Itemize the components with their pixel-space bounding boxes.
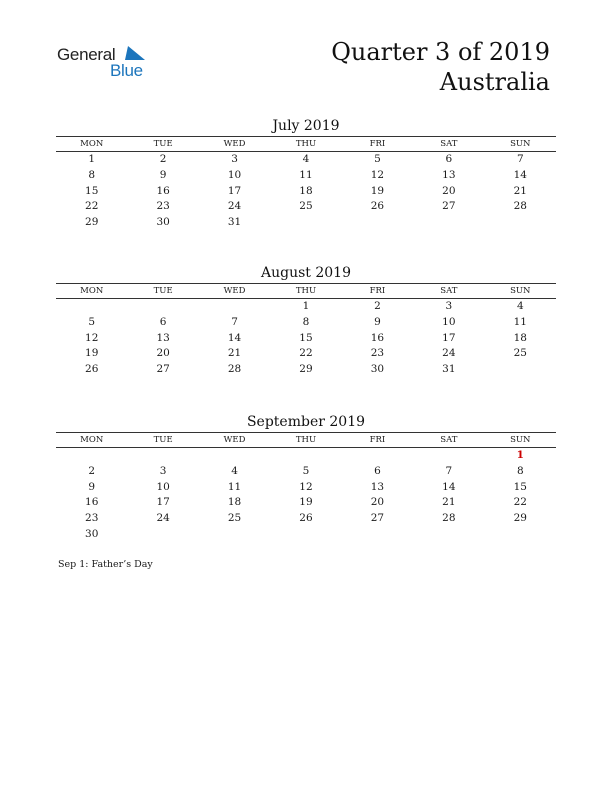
day-cell: 19 xyxy=(299,496,313,509)
day-cell: 24 xyxy=(442,347,456,360)
day-cell: 13 xyxy=(370,480,385,493)
day-cell xyxy=(56,299,127,315)
title-country: Australia xyxy=(439,68,550,96)
week-row xyxy=(56,152,556,168)
day-cell: 10 xyxy=(442,315,456,328)
day-cell: 14 xyxy=(513,168,527,181)
day-cell: 15 xyxy=(85,184,99,197)
weekday-label: SAT xyxy=(440,286,458,296)
day-cell xyxy=(342,448,413,464)
day-cell: 12 xyxy=(370,168,385,181)
day-cell: 29 xyxy=(85,216,99,229)
day-cell: 6 xyxy=(159,315,167,328)
day-cell: 11 xyxy=(227,480,242,493)
day-cell: 27 xyxy=(156,363,170,376)
day-cell: 28 xyxy=(227,363,242,376)
day-cell: 24 xyxy=(156,512,170,525)
day-cell: 19 xyxy=(370,184,385,197)
weekday-label: WED xyxy=(223,139,246,149)
week-row xyxy=(56,184,556,200)
day-cell: 16 xyxy=(85,496,99,509)
day-cell xyxy=(342,527,413,543)
day-cell: 1 xyxy=(302,300,310,312)
weekday-label: THU xyxy=(295,435,317,445)
day-cell: 4 xyxy=(231,464,238,477)
week-row xyxy=(56,331,556,347)
day-cell: 19 xyxy=(85,347,99,360)
day-cell: 15 xyxy=(513,480,527,493)
logo-text-blue: Blue xyxy=(110,61,143,80)
day-cell: 26 xyxy=(370,200,385,213)
day-cell: 3 xyxy=(445,300,453,312)
day-cell: 1 xyxy=(88,153,96,165)
month-august xyxy=(56,263,556,378)
weekday-label: FRI xyxy=(369,139,386,149)
day-cell: 13 xyxy=(156,331,170,344)
day-cell: 31 xyxy=(227,216,242,229)
day-cell: 10 xyxy=(227,168,242,181)
day-cell: 29 xyxy=(513,512,527,525)
day-cell xyxy=(199,299,270,315)
day-cell: 12 xyxy=(299,480,313,493)
weekday-label: SAT xyxy=(440,139,458,149)
week-row xyxy=(56,495,556,511)
day-cell: 31 xyxy=(442,363,456,376)
day-cell: 2 xyxy=(159,153,167,165)
day-cell xyxy=(270,448,341,464)
weekday-label: MON xyxy=(80,139,104,149)
weekday-label: TUE xyxy=(153,286,173,296)
day-cell: 3 xyxy=(159,464,167,477)
week-row xyxy=(56,480,556,496)
day-cell: 3 xyxy=(231,153,238,165)
day-cell: 7 xyxy=(445,464,453,477)
weekday-label: TUE xyxy=(153,435,173,445)
week-row xyxy=(56,215,556,231)
day-cell: 5 xyxy=(88,315,96,328)
day-cell: 13 xyxy=(442,168,456,181)
day-cell: 30 xyxy=(156,216,170,229)
day-cell: 20 xyxy=(370,496,385,509)
day-cell xyxy=(342,215,413,231)
day-cell xyxy=(199,527,270,543)
holiday-day-cell: 1 xyxy=(516,449,524,461)
day-cell: 22 xyxy=(85,200,99,213)
day-cell: 28 xyxy=(513,200,527,213)
day-cell: 24 xyxy=(227,200,242,213)
day-cell: 25 xyxy=(513,347,527,360)
day-cell: 17 xyxy=(227,184,242,197)
week-row xyxy=(56,464,556,480)
day-cell: 7 xyxy=(516,153,524,165)
day-cell xyxy=(56,448,127,464)
day-cell: 5 xyxy=(374,153,381,165)
day-cell: 23 xyxy=(85,512,99,525)
day-cell: 22 xyxy=(299,347,313,360)
day-cell: 27 xyxy=(442,200,456,213)
week-row xyxy=(56,168,556,184)
day-cell xyxy=(270,527,341,543)
day-cell: 21 xyxy=(442,496,456,509)
day-cell: 12 xyxy=(85,331,99,344)
day-cell: 6 xyxy=(374,464,381,477)
day-cell: 25 xyxy=(299,200,313,213)
month-title: July 2019 xyxy=(272,118,340,134)
week-row xyxy=(56,299,556,315)
day-cell xyxy=(127,299,198,315)
day-cell: 9 xyxy=(159,168,167,181)
day-cell: 23 xyxy=(370,347,385,360)
weekday-label: SUN xyxy=(510,139,531,149)
month-title: September 2019 xyxy=(246,414,366,430)
day-cell: 21 xyxy=(513,184,527,197)
day-cell: 8 xyxy=(302,315,310,328)
day-cell: 15 xyxy=(299,331,313,344)
day-cell: 25 xyxy=(227,512,242,525)
weekday-label: THU xyxy=(295,286,317,296)
day-cell: 18 xyxy=(513,331,527,344)
day-cell: 30 xyxy=(85,527,99,540)
weekday-label: WED xyxy=(223,286,246,296)
day-cell: 27 xyxy=(370,512,385,525)
day-cell xyxy=(127,448,198,464)
weekday-label: MON xyxy=(80,435,104,445)
day-cell: 26 xyxy=(85,363,99,376)
day-cell xyxy=(413,527,484,543)
weekday-label: FRI xyxy=(369,435,386,445)
week-row xyxy=(56,346,556,362)
weekday-label: WED xyxy=(223,435,246,445)
day-cell: 18 xyxy=(299,184,313,197)
day-cell: 16 xyxy=(370,331,385,344)
week-row xyxy=(56,527,556,543)
day-cell xyxy=(413,448,484,464)
day-cell: 30 xyxy=(370,363,385,376)
logo-text-general: General xyxy=(57,45,116,64)
day-cell: 14 xyxy=(227,331,242,344)
title-quarter: Quarter 3 of 2019 xyxy=(331,38,550,66)
weekday-header xyxy=(56,432,556,448)
day-cell: 20 xyxy=(442,184,456,197)
week-row xyxy=(56,448,556,464)
day-cell: 20 xyxy=(156,347,170,360)
weekday-label: TUE xyxy=(153,139,173,149)
day-cell: 7 xyxy=(231,315,238,328)
day-cell xyxy=(127,527,198,543)
day-cell xyxy=(270,215,341,231)
day-cell: 11 xyxy=(513,315,527,328)
day-cell: 8 xyxy=(88,168,96,181)
day-cell: 10 xyxy=(156,480,170,493)
day-cell: 9 xyxy=(88,480,96,493)
day-cell: 16 xyxy=(156,184,170,197)
week-row xyxy=(56,199,556,215)
day-cell: 29 xyxy=(299,363,313,376)
holiday-note: Sep 1: Father’s Day xyxy=(58,559,153,570)
day-cell xyxy=(485,362,556,378)
week-row xyxy=(56,511,556,527)
month-july xyxy=(56,116,556,231)
day-cell: 2 xyxy=(374,300,381,312)
day-cell: 9 xyxy=(374,315,381,328)
day-cell: 17 xyxy=(442,331,456,344)
day-cell: 26 xyxy=(299,512,313,525)
weekday-label: FRI xyxy=(369,286,386,296)
month-title: August 2019 xyxy=(261,265,351,281)
day-cell: 18 xyxy=(227,496,242,509)
weekday-label: SAT xyxy=(440,435,458,445)
weekday-label: SUN xyxy=(510,435,531,445)
day-cell xyxy=(485,527,556,543)
week-row xyxy=(56,315,556,331)
month-september xyxy=(56,412,556,543)
day-cell: 11 xyxy=(299,168,313,181)
day-cell: 4 xyxy=(516,300,524,312)
week-row xyxy=(56,362,556,378)
day-cell: 22 xyxy=(513,496,527,509)
weekday-label: MON xyxy=(80,286,104,296)
day-cell xyxy=(485,215,556,231)
page-title xyxy=(331,37,550,97)
day-cell xyxy=(199,448,270,464)
weekday-header xyxy=(56,283,556,299)
day-cell: 5 xyxy=(302,464,310,477)
day-cell: 21 xyxy=(227,347,242,360)
general-blue-logo xyxy=(57,42,157,82)
day-cell: 17 xyxy=(156,496,170,509)
day-cell: 28 xyxy=(442,512,456,525)
day-cell: 8 xyxy=(516,464,524,477)
day-cell: 23 xyxy=(156,200,170,213)
weekday-label: SUN xyxy=(510,286,531,296)
day-cell: 4 xyxy=(302,153,310,165)
weekday-label: THU xyxy=(295,139,317,149)
logo-triangle-icon xyxy=(125,46,145,60)
weekday-header xyxy=(56,136,556,152)
day-cell: 6 xyxy=(445,153,453,165)
day-cell xyxy=(413,215,484,231)
day-cell: 14 xyxy=(442,480,456,493)
day-cell: 2 xyxy=(88,464,96,477)
